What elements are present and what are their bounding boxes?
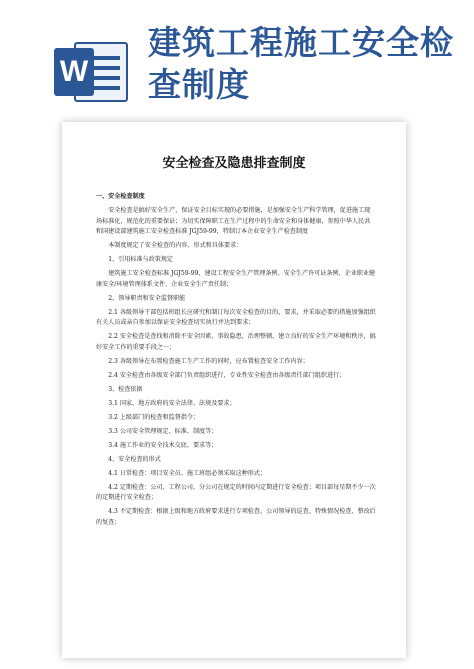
paragraph: 2.4 安全检查由各级安全部门负责组织进行，专业性安全检查由各级责任部门组织进行； xyxy=(108,371,346,379)
word-logo-badge: W xyxy=(54,48,94,96)
section-heading: 一、安全检查制度 xyxy=(96,193,145,200)
document-body xyxy=(96,192,376,532)
paragraph: 3.1 国家、地方政府的安全法律、法规及要求； xyxy=(108,399,236,407)
paragraph: 1、引用标准与政策规定 xyxy=(108,256,174,264)
paragraph: 3.2 上级部门的检查和监督指令； xyxy=(108,413,200,421)
banner xyxy=(0,0,474,118)
paragraph: 3、检查依据 xyxy=(108,385,143,393)
paragraph: 4.2 定期检查：公司、工程公司、分公司在规定的时间内定期进行安全检查；项目部每星期不少一次的定期进行安全检查； xyxy=(96,483,376,502)
paragraph: 3.3 公司安全管理规定、标准、制度等； xyxy=(108,427,218,435)
document-page xyxy=(62,122,406,658)
paragraph: 4.1 日常检查：项目安全员、施工班组必须采取这种形式； xyxy=(108,469,267,477)
paragraph: 3.4 施工作业的安全技术交底、要求等； xyxy=(108,441,218,449)
paragraph: 4.3 不定期检查：根据上级和地方政府要求进行专项检查、公司领导的巡查、特殊情况检查、整改后的复查； xyxy=(96,508,376,526)
paragraph: 2、领导职责和安全监督职能 xyxy=(108,294,186,302)
paragraph: 2.3 各级领导在布置检查施工生产工作的同时，应布置检查安全工作内容； xyxy=(108,357,309,365)
paragraph: 安全检查是搞好安全生产，保证安全目标实现的必要措施，是加强安全生产科学管理，促进施工现场标准化，规范化的重要保证；为切实保障职工在生产过程中的生命安全和身体健康，参照中华人民共和国建设部建筑施工安全检查标准 JGJ59-99，特制订本企业安全生产检查制度 xyxy=(96,206,371,236)
paragraph: 4、安全检查的形式 xyxy=(108,455,161,463)
paragraph: 本制度规定了安全检查的内容、形式和具体要求： xyxy=(108,242,243,250)
document-title: 安全检查及隐患排查制度 xyxy=(162,156,306,171)
paragraph: 2.2 安全检查是查找和消除不安全因素、事故隐患，治理整顿、建立良好的安全生产环境和秩序，搞好安全工作的重要手段之一； xyxy=(96,333,376,351)
paragraph: 2.1 各级领导干部包括班组长应研究和制订每次安全检查的目的、要求，并采取必要的措施加强组织有关人员或亲自参加以保证安全检查切实执行并达到要求； xyxy=(96,308,376,327)
paragraph: 建筑施工安全检查标准 JGJ59-99、建设工程安全生产管理条例、安全生产许可证条例、企业职业健康安全/环境管理体系文件、企业安全生产责任制； xyxy=(96,270,376,288)
word-document-icon xyxy=(52,40,130,104)
banner-title: 建筑工程施工安全检查制度 xyxy=(148,23,454,104)
